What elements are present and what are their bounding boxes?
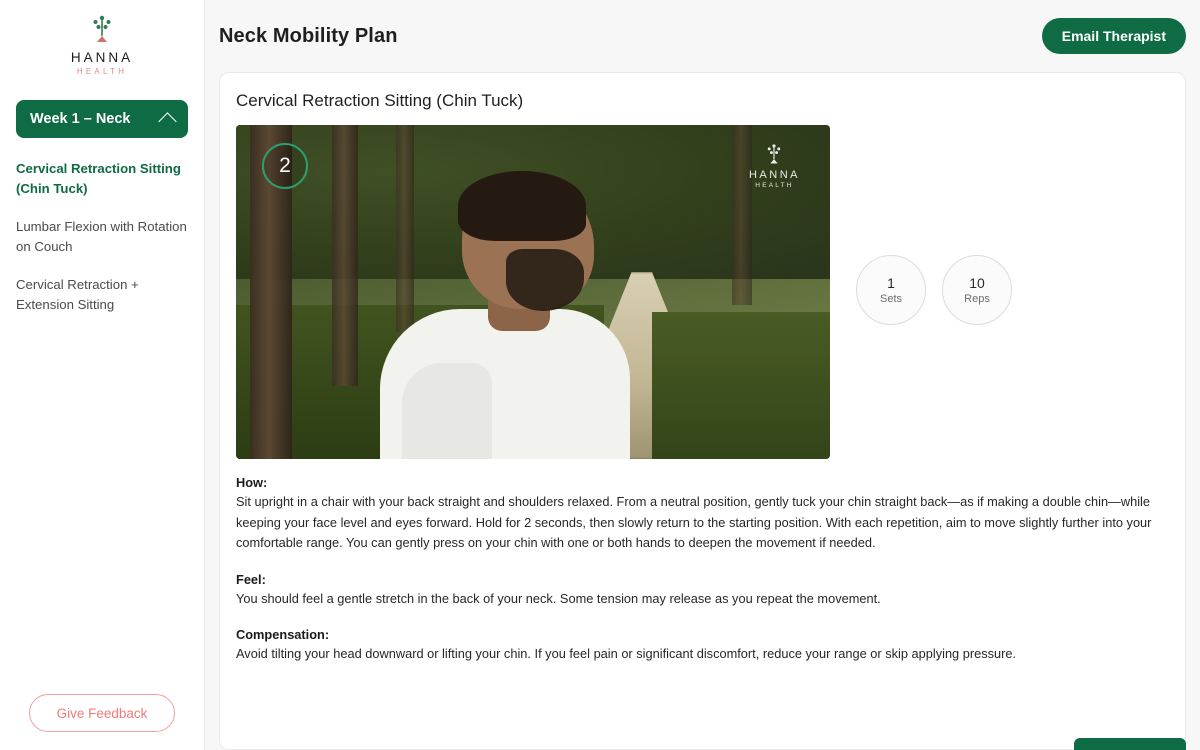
page-title: Neck Mobility Plan — [219, 24, 398, 47]
person-hair — [458, 171, 586, 241]
video-step-badge[interactable]: 2 — [262, 143, 308, 189]
chevron-up-icon[interactable] — [158, 112, 176, 130]
metric-value: 10 — [969, 275, 985, 291]
hanna-tree-logo-icon — [764, 143, 784, 165]
topbar — [205, 0, 1200, 72]
brand-logo — [0, 0, 204, 86]
video-person — [366, 125, 696, 459]
exercise-details — [236, 475, 1169, 665]
sidebar-week-label: Week 1 – Neck — [30, 111, 131, 127]
sidebar-item-label: Lumbar Flexion with Rotation on Couch — [16, 219, 187, 254]
feedback-area — [0, 694, 204, 732]
exercise-card — [219, 72, 1186, 750]
media-row — [236, 125, 1169, 459]
person-arm — [402, 363, 492, 459]
video-tree-trunk — [332, 125, 358, 386]
hanna-tree-logo-icon — [89, 14, 115, 44]
detail-text: Sit upright in a chair with your back straight and shoulders relaxed. From a neutral position, gently tuck your chin straight back—as if making a double chin—while keeping your face level and eyes forward. Hold for 2 seconds, then slowly return to the starting position. With each repetition, aim to move slightly further into your comfortable range. You can gently press on your chin with one or both hands to deepen the movement if needed. — [236, 494, 1152, 550]
brand-name: HANNA — [70, 50, 134, 65]
metric-reps — [942, 255, 1012, 325]
detail-feel — [236, 572, 1159, 610]
metric-sets — [856, 255, 926, 325]
sidebar — [0, 0, 205, 750]
sidebar-item-label: Cervical Retraction + Extension Sitting — [16, 277, 139, 312]
exercise-video-player[interactable] — [236, 125, 830, 459]
sidebar-exercise-list — [16, 152, 188, 326]
video-watermark-sub: HEALTH — [755, 182, 794, 189]
sidebar-week-header[interactable] — [16, 100, 188, 138]
brand-subtitle: HEALTH — [76, 67, 128, 76]
exercise-title: Cervical Retraction Sitting (Chin Tuck) — [236, 91, 524, 110]
main-content — [205, 0, 1200, 750]
person-beard — [506, 249, 584, 311]
video-watermark-name: HANNA — [748, 169, 800, 181]
sidebar-item-label: Cervical Retraction Sitting (Chin Tuck) — [16, 161, 181, 196]
detail-text: You should feel a gentle stretch in the back of your neck. Some tension may release as you repeat the movement. — [236, 590, 881, 606]
detail-heading: Feel: — [236, 571, 266, 587]
email-therapist-button[interactable]: Email Therapist — [1042, 18, 1186, 54]
bottom-action-button[interactable] — [1074, 738, 1186, 750]
detail-how — [236, 475, 1159, 554]
metric-value: 1 — [887, 275, 895, 291]
detail-heading: How: — [236, 475, 268, 490]
sidebar-item-exercise-2[interactable] — [16, 210, 188, 268]
give-feedback-button[interactable]: Give Feedback — [29, 694, 175, 732]
detail-compensation — [236, 627, 1159, 665]
metrics-group — [856, 255, 1012, 325]
detail-heading: Compensation: — [236, 627, 330, 642]
metric-label: Sets — [879, 293, 902, 305]
video-watermark — [749, 143, 800, 189]
detail-text: Avoid tilting your head downward or lifting your chin. If you feel pain or significant discomfort, reduce your range or skip applying pressure. — [236, 646, 1017, 661]
sidebar-item-exercise-1[interactable] — [16, 152, 188, 210]
sidebar-item-exercise-3[interactable] — [16, 268, 188, 326]
metric-label: Reps — [964, 293, 990, 305]
